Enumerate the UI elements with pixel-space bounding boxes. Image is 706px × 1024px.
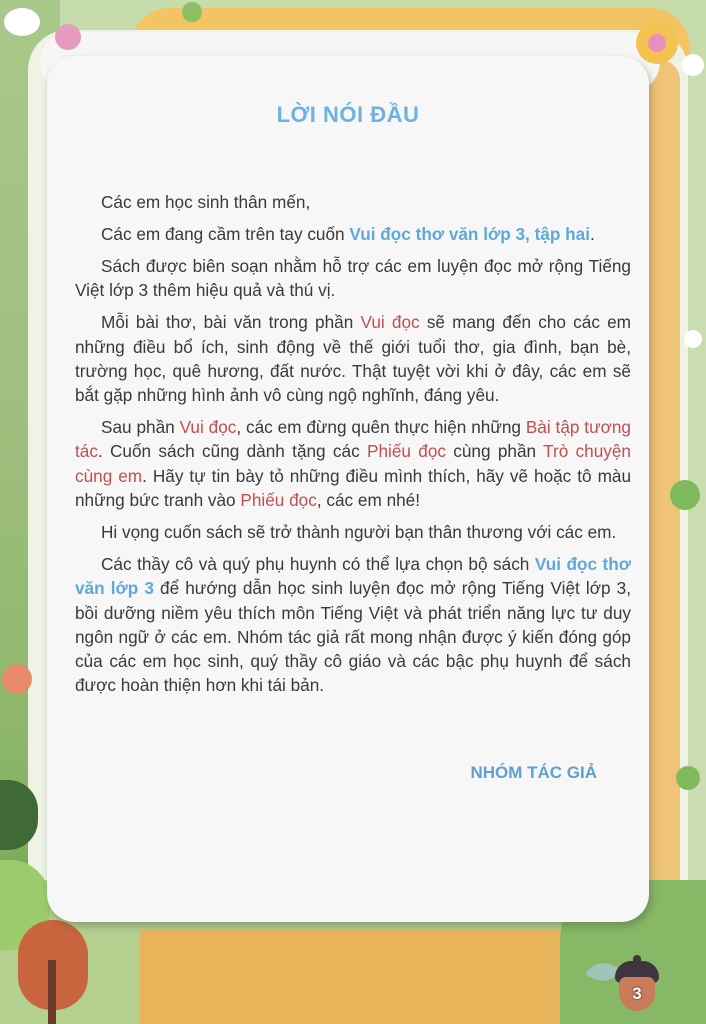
- flower-icon: [2, 664, 32, 694]
- leaf-icon: [676, 766, 700, 790]
- text-segment: .: [589, 223, 595, 244]
- flower-icon: [4, 8, 40, 36]
- preface-body: [75, 190, 631, 705]
- paragraph-purpose: [75, 254, 631, 303]
- text-segment: để hướng dẫn học sinh luyện đọc mở rộng Tiếng Việt lớp 3, bồi dưỡng niềm yêu thích môn Tiếng Việt và phát triển năng lực tư duy ngôn ngữ ở các em. Nhóm tác giả rất mong nhận được ý kiến đóng góp của các em học sinh, quý thầy cô giáo và các bậc phụ huynh để sách được hoàn thiện hơn khi tái bản.: [75, 578, 631, 696]
- text-segment: Sách được biên soạn nhằm hỗ trợ các em luyện đọc mở rộng Tiếng Việt lớp 3 thêm hiệu quả và thú vị.: [75, 255, 631, 301]
- text-segment: Các em đang cầm trên tay cuốn: [101, 223, 350, 244]
- paragraph-greeting: [75, 190, 631, 214]
- page-number: 3: [632, 984, 642, 1003]
- section-name-highlight: Vui đọc: [179, 417, 237, 438]
- text-segment: Các em học sinh thân mến,: [101, 192, 311, 212]
- section-name-highlight: Phiếu đọc: [366, 441, 446, 462]
- flower-icon: [648, 34, 666, 52]
- text-segment: Các thầy cô và quý phụ huynh có thể lựa chọn bộ sách: [101, 553, 535, 574]
- leaf-icon: [670, 480, 700, 510]
- section-name-highlight: Trò chuyện cùng em: [75, 441, 631, 486]
- text-segment: , các em nhé!: [316, 490, 421, 511]
- flower-icon: [55, 24, 81, 50]
- section-name-highlight: Phiếu đọc: [240, 490, 317, 511]
- page-title: LỜI NÓI ĐẦU: [276, 102, 420, 127]
- text-segment: sẽ mang đến cho các em những điều bổ ích, sinh động về thế giới tuổi thơ, gia đình, bạn bè, trường học, quê hương, đất nước. Thật tuyệt vời khi ở đây, các em sẽ bắt gặp những hình ảnh vô cùng ngộ nghĩnh, đáng yêu.: [75, 312, 631, 406]
- book-title-highlight: Vui đọc thơ văn lớp 3, tập hai: [349, 223, 590, 244]
- author-signature: NHÓM TÁC GIẢ: [470, 763, 597, 782]
- text-segment: cùng phần: [445, 441, 544, 462]
- acorn-icon: [613, 955, 661, 1013]
- flower-icon: [682, 54, 704, 76]
- flower-icon: [684, 330, 702, 348]
- paragraph-vui-doc: [75, 310, 631, 407]
- text-segment: , các em đừng quên thực hiện những: [236, 417, 526, 438]
- text-segment: . Cuốn sách cũng dành tặng các: [97, 441, 367, 462]
- text-segment: Hi vọng cuốn sách sẽ trở thành người bạn thân thương với các em.: [101, 522, 617, 542]
- text-segment: . Hãy tự tin bày tỏ những điều mình thích, hãy vẽ hoặc tô màu những bức tranh vào: [75, 465, 631, 511]
- section-name-highlight: Bài tập tương tác: [75, 417, 631, 462]
- paragraph-teachers: [75, 552, 631, 698]
- book-title-highlight: Vui đọc thơ văn lớp 3: [75, 553, 631, 599]
- paragraph-intro: [75, 222, 631, 246]
- paragraph-hope: [75, 520, 631, 544]
- page-card: [47, 56, 649, 922]
- flower-icon: [182, 2, 202, 22]
- section-name-highlight: Vui đọc: [360, 312, 420, 333]
- text-segment: Sau phần: [101, 417, 180, 438]
- paragraph-exercises: [75, 415, 631, 512]
- tree-trunk: [48, 960, 56, 1024]
- text-segment: Mỗi bài thơ, bài văn trong phần: [101, 312, 361, 333]
- page-number-badge: [619, 977, 655, 1011]
